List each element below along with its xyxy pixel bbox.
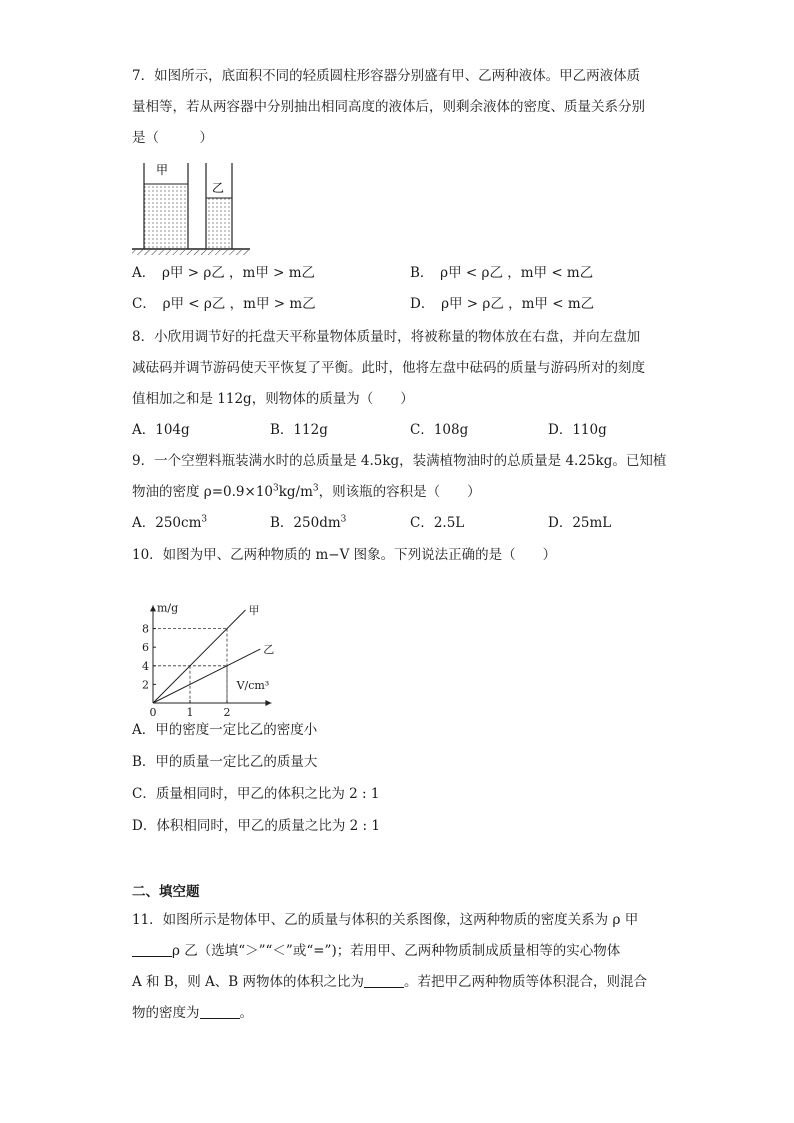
y-tick-label-2: 2 bbox=[142, 678, 149, 692]
y-axis-label: m/g bbox=[157, 601, 179, 615]
q8-line-3: 值相加之和是 112g，则物体的质量为（ ） bbox=[132, 391, 414, 407]
q10-option-b: B．甲的质量一定比乙的质量大 bbox=[132, 754, 318, 770]
y-tick-label-4: 4 bbox=[142, 659, 149, 673]
x-tick-label-0: 0 bbox=[149, 706, 157, 718]
q9-option-d: D．25mL bbox=[548, 515, 612, 531]
q10-option-d: D．体积相同时，甲乙的质量之比为 2 : 1 bbox=[132, 818, 380, 834]
y-axis-arrow bbox=[150, 605, 156, 611]
q11-line-4-pre: 物的密度为 bbox=[132, 1005, 200, 1021]
q8-option-c: C．108g bbox=[410, 422, 469, 438]
x-tick-label-2: 2 bbox=[223, 706, 231, 718]
q10-option-c: C．质量相同时，甲乙的体积之比为 2 : 1 bbox=[132, 786, 380, 802]
y-tick-label-8: 8 bbox=[142, 622, 149, 636]
q11-line-4-post: 。 bbox=[239, 1005, 253, 1021]
q8-option-b: B．112g bbox=[270, 422, 328, 438]
q11-line-3-post: 。若把甲乙两种物质等体积混合，则混合 bbox=[404, 974, 648, 990]
series-label-yi: 乙 bbox=[263, 643, 275, 657]
q7-containers-figure bbox=[128, 158, 258, 258]
q11-blank-2[interactable] bbox=[364, 973, 404, 988]
q11-line-4 bbox=[132, 1003, 253, 1023]
q8-line-1: 8．小欣用调节好的托盘天平称量物体质量时，将被称量的物体放在右盘，并向左盘加 bbox=[132, 329, 641, 345]
q9-option-b bbox=[270, 513, 346, 533]
series-label-jia: 甲 bbox=[248, 604, 260, 617]
x-tick-label-1: 1 bbox=[186, 706, 194, 718]
q9-option-b-sup: 3 bbox=[340, 514, 347, 525]
q11-blank-1[interactable] bbox=[132, 942, 172, 957]
q7-line-1: 7．如图所示，底面积不同的轻质圆柱形容器分别盛有甲、乙两种液体。甲乙两液体质 bbox=[132, 68, 641, 84]
q9-option-b-text: B．250dm bbox=[270, 515, 341, 531]
fig-label-yi: 乙 bbox=[212, 181, 225, 195]
q7-line-3: 是（ ） bbox=[132, 130, 213, 146]
q10-mv-chart bbox=[128, 578, 298, 718]
x-axis-label: V/cm³ bbox=[236, 679, 270, 692]
q10-line-1: 10．如图为甲、乙两种物质的 m−V 图象。下列说法正确的是（ ） bbox=[132, 547, 557, 563]
liquid-yi bbox=[206, 198, 232, 249]
series-line-yi bbox=[153, 649, 260, 703]
q11-line-1: 11．如图所示是物体甲、乙的质量与体积的关系图像，这两种物质的密度关系为 ρ 甲 bbox=[132, 912, 639, 928]
series-line-jia bbox=[153, 610, 246, 703]
q9-line-2 bbox=[132, 482, 481, 502]
q9-option-a bbox=[132, 513, 207, 533]
q9-option-a-sup: 3 bbox=[201, 514, 208, 525]
q9-line-1: 9．一个空塑料瓶装满水时的总质量是 4.5kg，装满植物油时的总质量是 4.25kg。已知植 bbox=[132, 453, 667, 469]
q8-line-2: 减砝码并调节游码使天平恢复了平衡。此时，他将左盘中砝码的质量与游码所对的刻度 bbox=[132, 360, 645, 376]
q9-option-a-text: A．250cm bbox=[132, 515, 202, 531]
section-title: 二、填空题 bbox=[132, 884, 200, 900]
x-axis-arrow bbox=[265, 700, 271, 706]
q8-option-d: D．110g bbox=[548, 422, 607, 438]
q7-option-b: B． ρ甲 < ρ乙 ，m甲 < m乙 bbox=[410, 265, 594, 281]
q11-line-3 bbox=[132, 972, 647, 992]
q7-option-a: A． ρ甲 > ρ乙 ，m甲 > m乙 bbox=[132, 265, 316, 281]
y-tick-label-6: 6 bbox=[142, 641, 149, 655]
q7-line-2: 量相等，若从两容器中分别抽出相同高度的液体后，则剩余液体的密度、质量关系分别 bbox=[132, 99, 645, 115]
q10-option-a: A．甲的密度一定比乙的密度小 bbox=[132, 722, 318, 738]
q11-line-3-pre: A 和 B，则 A、B 两物体的体积之比为 bbox=[132, 974, 365, 990]
q8-option-a: A．104g bbox=[132, 422, 190, 438]
q11-line-2-text: ρ 乙（选填“＞”“＜”或“=”)；若用甲、乙两种物质制成质量相等的实心物体 bbox=[172, 943, 621, 959]
q11-blank-3[interactable] bbox=[200, 1004, 240, 1019]
q9-line-2-post: ，则该瓶的容积是（ ） bbox=[318, 484, 481, 500]
q9-line-2-sup2: 3 bbox=[312, 483, 319, 494]
liquid-jia bbox=[144, 184, 188, 249]
q7-option-d: D． ρ甲 > ρ乙 ，m甲 < m乙 bbox=[410, 296, 595, 312]
q9-option-c: C．2.5L bbox=[410, 515, 465, 531]
q11-line-2 bbox=[132, 941, 620, 961]
q9-line-2-sup: 3 bbox=[273, 483, 279, 494]
q7-option-c: C． ρ甲 < ρ乙 ，m甲 > m乙 bbox=[132, 296, 316, 312]
q9-line-2-pre: 物油的密度 ρ=0.9×10 bbox=[132, 484, 273, 500]
fig-label-jia: 甲 bbox=[156, 163, 169, 177]
q9-line-2-mid: kg/m bbox=[278, 484, 313, 500]
